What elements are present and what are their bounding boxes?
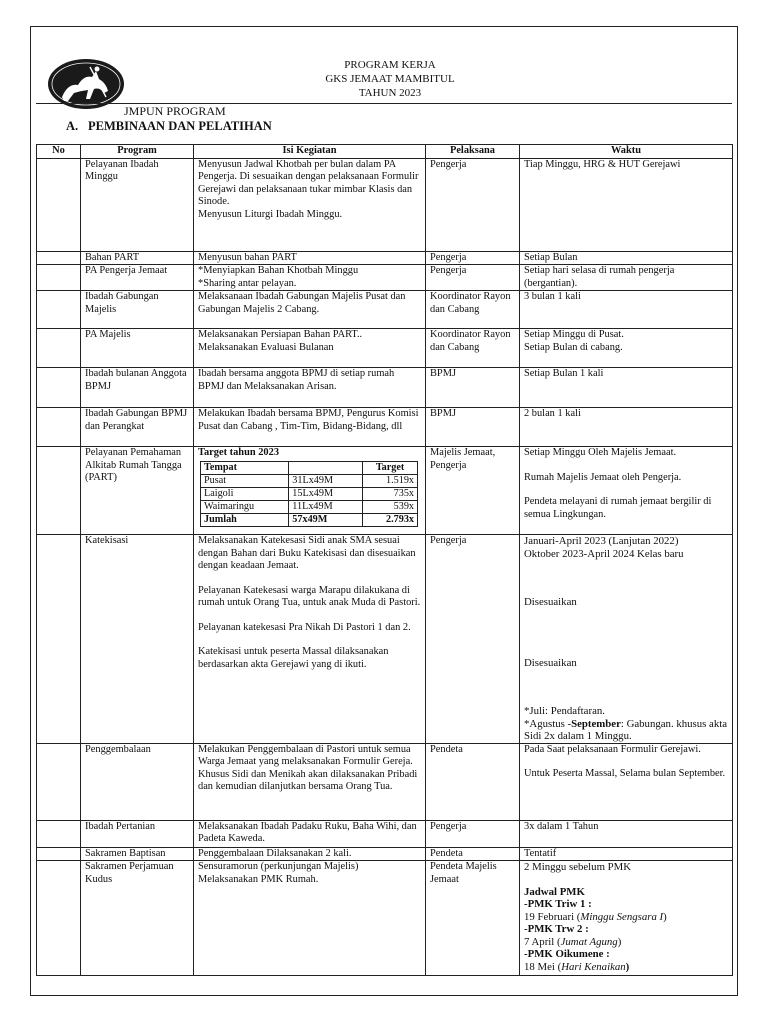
section-letter: A. xyxy=(66,119,79,133)
cell-isi: Melaksanakan Ibadah Padaku Ruku, Baha Wihi, dan Padeta Kaweda. xyxy=(194,820,426,847)
table-row xyxy=(37,535,733,744)
cell-no xyxy=(37,265,81,291)
cell-program: Ibadah Gabungan BPMJ dan Perangkat xyxy=(81,408,194,447)
table-row xyxy=(37,820,733,847)
cell-isi: Menyusun bahan PART xyxy=(194,251,426,265)
cell-waktu: Setiap hari selasa di rumah pengerja (bergantian). xyxy=(520,265,733,291)
cell-isi xyxy=(194,447,426,535)
cell-waktu: Setiap Minggu Oleh Majelis Jemaat. Rumah Majelis Jemaat oleh Pengerja. Pendeta melayani di rumah jemaat bergilir di semua Lingkungan. xyxy=(520,447,733,535)
cell-pelaksana: Pendeta Majelis Jemaat xyxy=(426,861,520,976)
table-row xyxy=(37,329,733,368)
cell-isi: Melaksanaan Ibadah Gabungan Majelis Pusat dan Gabungan Majelis 2 Cabang. xyxy=(194,291,426,329)
cell-waktu: Setiap Bulan xyxy=(520,251,733,265)
program-table xyxy=(36,144,733,976)
cell-isi: Menyusun Jadwal Khotbah per bulan dalam PA Pengerja. Di sesuaikan dengan pelaksanaan Formulir Gerejawi dan pelaksanaan tukar mimbar Klasis dan Sinode. Menyusun Liturgi Ibadah Minggu. xyxy=(194,158,426,251)
cell-pelaksana: Pendeta xyxy=(426,743,520,820)
cell-no xyxy=(37,861,81,976)
cell-program: Katekisasi xyxy=(81,535,194,744)
table-row xyxy=(37,291,733,329)
cell-no xyxy=(37,408,81,447)
cell-pelaksana: BPMJ xyxy=(426,368,520,408)
cell-program: Ibadah Pertanian xyxy=(81,820,194,847)
section-title: PEMBINAAN DAN PELATIHAN xyxy=(88,119,272,133)
table-row xyxy=(37,861,733,976)
jadwal-pmk-title: Jadwal PMK xyxy=(524,885,585,898)
table-header-row xyxy=(37,145,733,159)
cell-pelaksana: Pendeta xyxy=(426,847,520,861)
cell-waktu: Pada Saat pelaksanaan Formulir Gerejawi. Untuk Peserta Massal, Selama bulan September. xyxy=(520,743,733,820)
cell-waktu: Tiap Minggu, HRG & HUT Gerejawi xyxy=(520,158,733,251)
cell-program: Sakramen Baptisan xyxy=(81,847,194,861)
cell-program: Ibadah Gabungan Majelis xyxy=(81,291,194,329)
header-pelaksana: Pelaksana xyxy=(426,145,520,159)
cell-isi: Melaksanakan Katekesasi Sidi anak SMA sesuai dengan Bahan dari Buku Katekisasi dan disesuaikan dengan keadaan Jemaat. Pelayanan Katekesasi warga Marapu dilakukana di rumah untuk Orang Tua, untuk anak Muda di Pastori. Pelayanan katekesasi Pra Nikah Di Pastori 1 dan 2. Katekisasi untuk peserta Massal dilaksanakan berdasarkan akta Gerejawi yang di ikuti. xyxy=(194,535,426,744)
cell-isi: Sensuramorun (perkunjungan Majelis) Melaksanakan PMK Rumah. xyxy=(194,861,426,976)
section-heading xyxy=(66,119,272,134)
table-row xyxy=(37,368,733,408)
cell-no xyxy=(37,820,81,847)
cell-pelaksana: Pengerja xyxy=(426,535,520,744)
cell-no xyxy=(37,291,81,329)
cell-pelaksana: Pengerja xyxy=(426,251,520,265)
table-row xyxy=(37,447,733,535)
cell-isi: Ibadah bersama anggota BPMJ di setiap rumah BPMJ dan Melaksanakan Arisan. xyxy=(194,368,426,408)
cell-program: PA Pengerja Jemaat xyxy=(81,265,194,291)
church-logo-icon xyxy=(46,57,126,109)
cell-waktu: 2 Minggu sebelum PMK Jadwal PMK -PMK Triw 1 : 19 Februari (Minggu Sengsara I) -PMK Trw 2 : 7 April (Jumat Agung) -PMK Oikumene : 18 Mei (Hari Kenaikan) xyxy=(520,861,733,976)
table-row xyxy=(37,251,733,265)
cell-waktu: 3 bulan 1 kali xyxy=(520,291,733,329)
cell-pelaksana: Pengerja xyxy=(426,265,520,291)
cell-program: Penggembalaan xyxy=(81,743,194,820)
target-row: Laigoli 15Lx49M 735x xyxy=(201,487,418,500)
cell-isi: Melakukan Ibadah bersama BPMJ, Pengurus Komisi Pusat dan Cabang , Tim-Tim, Bidang-Bidang, dll xyxy=(194,408,426,447)
cell-waktu: 2 bulan 1 kali xyxy=(520,408,733,447)
cell-program: PA Majelis xyxy=(81,329,194,368)
cell-program: Ibadah bulanan Anggota BPMJ xyxy=(81,368,194,408)
cell-waktu: 3x dalam 1 Tahun xyxy=(520,820,733,847)
cell-isi: Melaksanakan Persiapan Bahan PART.. Melaksanakan Evaluasi Bulanan xyxy=(194,329,426,368)
target-header-row xyxy=(201,461,418,474)
target-row: Waimaringu 11Lx49M 539x xyxy=(201,500,418,513)
cell-waktu: Setiap Bulan 1 kali xyxy=(520,368,733,408)
table-row xyxy=(37,265,733,291)
cell-no xyxy=(37,847,81,861)
target-title: Target tahun 2023 xyxy=(198,447,280,458)
cell-no xyxy=(37,329,81,368)
table-row xyxy=(37,408,733,447)
cell-pelaksana: BPMJ xyxy=(426,408,520,447)
cell-no xyxy=(37,368,81,408)
cell-isi: Penggembalaan Dilaksanakan 2 kali. xyxy=(194,847,426,861)
document-title xyxy=(230,58,550,100)
header-program: Program xyxy=(81,145,194,159)
target-header-tempat: Tempat xyxy=(201,461,289,474)
header-waktu: Waktu xyxy=(520,145,733,159)
cell-program: Pelayanan Ibadah Minggu xyxy=(81,158,194,251)
cell-no xyxy=(37,743,81,820)
target-total-row: Jumlah 57x49M 2.793x xyxy=(201,513,418,526)
cell-waktu: Tentatif xyxy=(520,847,733,861)
cell-waktu: Setiap Minggu di Pusat. Setiap Bulan di cabang. xyxy=(520,329,733,368)
cell-no xyxy=(37,251,81,265)
cell-waktu: Januari-April 2023 (Lanjutan 2022) Oktober 2023-April 2024 Kelas baru Disesuaikan Disesuaikan *Juli: Pendaftaran. *Agustus -September: Gabungan. khusus akta Sidi 2x dalam 1 Minggu. xyxy=(520,535,733,744)
target-header-target: Target xyxy=(363,461,418,474)
cell-program: Bahan PART xyxy=(81,251,194,265)
cell-pelaksana: Pengerja xyxy=(426,158,520,251)
cell-no xyxy=(37,447,81,535)
cell-pelaksana: Pengerja xyxy=(426,820,520,847)
target-row: Pusat 31Lx49M 1.519x xyxy=(201,474,418,487)
table-row xyxy=(37,158,733,251)
title-line-program-kerja: PROGRAM KERJA xyxy=(344,59,436,71)
cell-program: Pelayanan Pemahaman Alkitab Rumah Tangga (PART) xyxy=(81,447,194,535)
cell-pelaksana: Koordinator Rayon dan Cabang xyxy=(426,291,520,329)
header-isi-kegiatan: Isi Kegiatan xyxy=(194,145,426,159)
target-header-blank xyxy=(289,461,363,474)
cell-no xyxy=(37,535,81,744)
target-table xyxy=(200,461,418,527)
table-row xyxy=(37,743,733,820)
header-no: No xyxy=(37,145,81,159)
cell-isi: *Menyiapkan Bahan Khotbah Minggu *Sharing antar pelayan. xyxy=(194,265,426,291)
title-line-church-name: GKS JEMAAT MAMBITUL xyxy=(325,73,455,85)
cell-pelaksana: Majelis Jemaat, Pengerja xyxy=(426,447,520,535)
cell-isi: Melakukan Penggembalaan di Pastori untuk semua Warga Jemaat yang melaksanakan Formulir Gereja. Khusus Sidi dan Menikah akan dilaksanakan Pribadi dan kemudian dilanjutkan bersama Orang Tua. xyxy=(194,743,426,820)
title-line-year: TAHUN 2023 xyxy=(358,87,422,99)
document-subtitle: JMPUN PROGRAM xyxy=(124,104,226,118)
cell-program: Sakramen Perjamuan Kudus xyxy=(81,861,194,976)
cell-pelaksana: Koordinator Rayon dan Cabang xyxy=(426,329,520,368)
table-row xyxy=(37,847,733,861)
cell-no xyxy=(37,158,81,251)
